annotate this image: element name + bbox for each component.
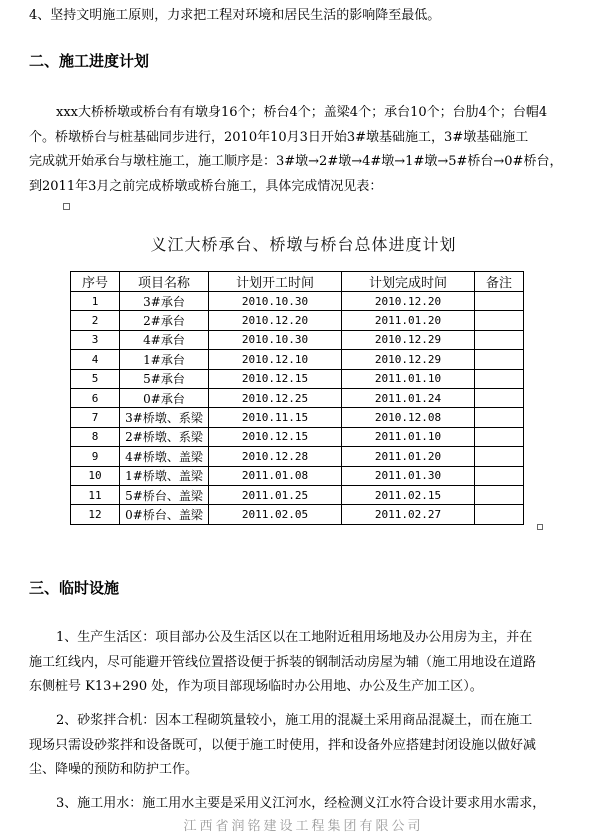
cell-no: 1 bbox=[71, 292, 120, 311]
header-start: 计划开工时间 bbox=[209, 272, 342, 292]
cell-start: 2010.11.15 bbox=[209, 408, 342, 427]
facilities-item-2 bbox=[29, 709, 581, 783]
facilities-item-1-line-1: 1、生产生活区：项目部办公及生活区以在工地附近租用场地及办公用房为主，并在 bbox=[56, 630, 533, 645]
cell-end: 2010.12.20 bbox=[342, 292, 475, 311]
cell-no: 4 bbox=[71, 350, 120, 369]
table-row bbox=[71, 466, 524, 485]
cell-end: 2010.12.08 bbox=[342, 408, 475, 427]
table-caption: 义江大桥承台、桥墩与桥台总体进度计划 bbox=[150, 235, 457, 254]
cell-start: 2010.12.10 bbox=[209, 350, 342, 369]
cell-start: 2010.10.30 bbox=[209, 330, 342, 349]
cell-note bbox=[475, 427, 524, 446]
cell-note bbox=[475, 408, 524, 427]
table-row bbox=[71, 292, 524, 311]
cell-start: 2010.12.25 bbox=[209, 388, 342, 407]
cell-name: 4#桥墩、盖梁 bbox=[120, 447, 209, 466]
table-row bbox=[71, 505, 524, 524]
table-row bbox=[71, 330, 524, 349]
schedule-para-line-3: 完成就开始承台与墩柱施工，施工顺序是：3#墩→2#墩→4#墩→1#墩→5#桥台→0#桥台， bbox=[29, 154, 563, 169]
cell-end: 2011.02.15 bbox=[342, 485, 475, 504]
table-row bbox=[71, 408, 524, 427]
cell-start: 2010.12.15 bbox=[209, 427, 342, 446]
table-row bbox=[71, 369, 524, 388]
cell-start: 2010.12.20 bbox=[209, 311, 342, 330]
cell-no: 8 bbox=[71, 427, 120, 446]
facilities-item-2-line-2: 现场只需设砂浆拌和设备既可，以便于施工时使用，拌和设备外应搭建封闭设施以做好减 bbox=[29, 737, 537, 753]
header-name: 项目名称 bbox=[120, 272, 209, 292]
cell-no: 7 bbox=[71, 408, 120, 427]
schedule-paragraph bbox=[29, 101, 581, 199]
cell-no: 5 bbox=[71, 369, 120, 388]
table-row bbox=[71, 388, 524, 407]
table-row bbox=[71, 350, 524, 369]
cell-note bbox=[475, 485, 524, 504]
cell-end: 2011.01.20 bbox=[342, 311, 475, 330]
facilities-item-2-line-1: 2、砂浆拌合机：因本工程砌筑量较小，施工用的混凝土采用商品混凝土，而在施工 bbox=[56, 713, 533, 728]
schedule-para-line-4: 到2011年3月之前完成桥墩或桥台施工，具体完成情况见表： bbox=[29, 178, 383, 194]
cell-note bbox=[475, 330, 524, 349]
cell-no: 6 bbox=[71, 388, 120, 407]
cell-name: 3#承台 bbox=[120, 292, 209, 311]
page-footer: 江西省润铭建设工程集团有限公司 bbox=[183, 819, 424, 834]
facilities-item-3-line-1: 3、施工用水：施工用水主要是采用义江河水，经检测义江水符合设计要求用水需求， bbox=[56, 796, 546, 811]
cell-no: 2 bbox=[71, 311, 120, 330]
section-heading-schedule: 二、施工进度计划 bbox=[29, 52, 150, 70]
cell-name: 1#桥墩、盖梁 bbox=[120, 466, 209, 485]
table-row bbox=[71, 447, 524, 466]
schedule-para-line-1: xxx大桥桥墩或桥台有有墩身16个；桥台4个；盖梁4个；承台10个；台肋4个；台帽4 bbox=[56, 105, 548, 120]
table-row bbox=[71, 485, 524, 504]
cell-name: 3#桥墩、系梁 bbox=[120, 408, 209, 427]
facilities-item-1-line-3: 东侧桩号 K13+290 处，作为项目部现场临时办公用地、办公及生产加工区）。 bbox=[29, 679, 483, 694]
cell-note bbox=[475, 369, 524, 388]
cell-end: 2010.12.29 bbox=[342, 350, 475, 369]
facilities-item-1 bbox=[29, 626, 581, 700]
cell-start: 2010.12.15 bbox=[209, 369, 342, 388]
cell-name: 2#桥墩、系梁 bbox=[120, 427, 209, 446]
cell-note bbox=[475, 292, 524, 311]
cell-end: 2011.02.27 bbox=[342, 505, 475, 524]
cell-name: 5#桥台、盖梁 bbox=[120, 485, 209, 504]
table-row bbox=[71, 427, 524, 446]
cell-note bbox=[475, 311, 524, 330]
facilities-item-1-line-2: 施工红线内，尽可能避开管线位置搭设便于拆装的钢制活动房屋为辅（施工用地设在道路 bbox=[29, 654, 537, 670]
table-row bbox=[71, 311, 524, 330]
cell-start: 2010.10.30 bbox=[209, 292, 342, 311]
cell-start: 2011.01.25 bbox=[209, 485, 342, 504]
cell-end: 2010.12.29 bbox=[342, 330, 475, 349]
header-note: 备注 bbox=[475, 272, 524, 292]
cell-name: 0#承台 bbox=[120, 388, 209, 407]
intro-line: 4、坚持文明施工原则，力求把工程对环境和居民生活的影响降至最低。 bbox=[29, 8, 441, 23]
cell-note bbox=[475, 505, 524, 524]
section-heading-facilities: 三、临时设施 bbox=[29, 579, 120, 597]
cell-end: 2011.01.30 bbox=[342, 466, 475, 485]
cell-name: 0#桥台、盖梁 bbox=[120, 505, 209, 524]
cell-note bbox=[475, 466, 524, 485]
cell-end: 2011.01.20 bbox=[342, 447, 475, 466]
header-no: 序号 bbox=[71, 272, 120, 292]
cell-start: 2011.01.08 bbox=[209, 466, 342, 485]
schedule-table bbox=[70, 271, 524, 525]
cell-name: 1#承台 bbox=[120, 350, 209, 369]
cell-name: 4#承台 bbox=[120, 330, 209, 349]
cell-note bbox=[475, 388, 524, 407]
header-end: 计划完成时间 bbox=[342, 272, 475, 292]
cell-no: 3 bbox=[71, 330, 120, 349]
cell-name: 2#承台 bbox=[120, 311, 209, 330]
table-move-handle[interactable] bbox=[63, 203, 70, 210]
cell-end: 2011.01.10 bbox=[342, 369, 475, 388]
schedule-para-line-2: 个。桥墩桥台与桩基础同步进行，2010年10月3日开始3#墩基础施工，3#墩基础施工 bbox=[29, 129, 529, 145]
facilities-item-3 bbox=[29, 792, 581, 817]
table-resize-handle[interactable] bbox=[537, 524, 543, 530]
cell-no: 9 bbox=[71, 447, 120, 466]
cell-no: 10 bbox=[71, 466, 120, 485]
cell-name: 5#承台 bbox=[120, 369, 209, 388]
cell-note bbox=[475, 350, 524, 369]
cell-note bbox=[475, 447, 524, 466]
cell-no: 11 bbox=[71, 485, 120, 504]
facilities-item-2-line-3: 尘、降噪的预防和防护工作。 bbox=[29, 762, 199, 777]
cell-no: 12 bbox=[71, 505, 120, 524]
cell-end: 2011.01.24 bbox=[342, 388, 475, 407]
table-header-row bbox=[71, 272, 524, 292]
cell-start: 2010.12.28 bbox=[209, 447, 342, 466]
cell-start: 2011.02.05 bbox=[209, 505, 342, 524]
cell-end: 2011.01.10 bbox=[342, 427, 475, 446]
